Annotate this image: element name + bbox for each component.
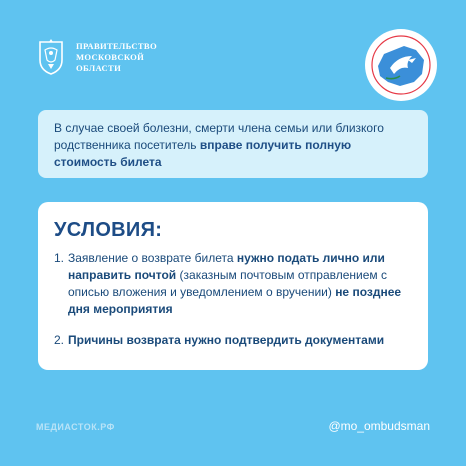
condition-item-1 bbox=[54, 250, 412, 318]
condition-2-text: Причины возврата нужно подтвердить документами bbox=[68, 333, 385, 347]
condition-1-bold-2: не позднее дня мероприятия bbox=[68, 285, 402, 316]
info-text-bold: вправе получить полную стоимость билета bbox=[54, 138, 352, 169]
gov-line-1: ПРАВИТЕЛЬСТВО bbox=[76, 40, 157, 51]
ombudsman-handle: @mo_ombudsman bbox=[328, 419, 430, 433]
condition-1-bold-1: нужно подать лично или направить почтой bbox=[68, 251, 385, 282]
condition-number: 1. bbox=[54, 251, 65, 265]
conditions-list bbox=[54, 250, 412, 349]
government-title bbox=[76, 41, 157, 74]
government-header bbox=[36, 38, 157, 76]
gov-line-3: ОБЛАСТИ bbox=[76, 62, 122, 73]
info-callout bbox=[38, 110, 428, 178]
condition-item-2 bbox=[54, 332, 412, 349]
condition-number: 2. bbox=[54, 333, 65, 347]
condition-1-part-2: (заказным почтовым отправлением с описью вложения и уведомлением о вручении) bbox=[68, 268, 387, 299]
info-text: В случае своей болезни, смерти члена семьи или близкого родственника посетитель bbox=[54, 121, 384, 152]
gov-line-2: МОСКОВСКОЙ bbox=[76, 51, 145, 62]
conditions-title: УСЛОВИЯ: bbox=[54, 219, 163, 241]
conditions-card bbox=[38, 202, 428, 370]
condition-1-part-1: Заявление о возврате билета bbox=[68, 251, 237, 265]
dove-ombudsman-logo bbox=[364, 28, 438, 102]
condition-text bbox=[68, 250, 412, 318]
mediastok-credit: МЕДИАСТОК.РФ bbox=[36, 422, 115, 432]
moscow-oblast-crest-icon bbox=[36, 38, 66, 76]
